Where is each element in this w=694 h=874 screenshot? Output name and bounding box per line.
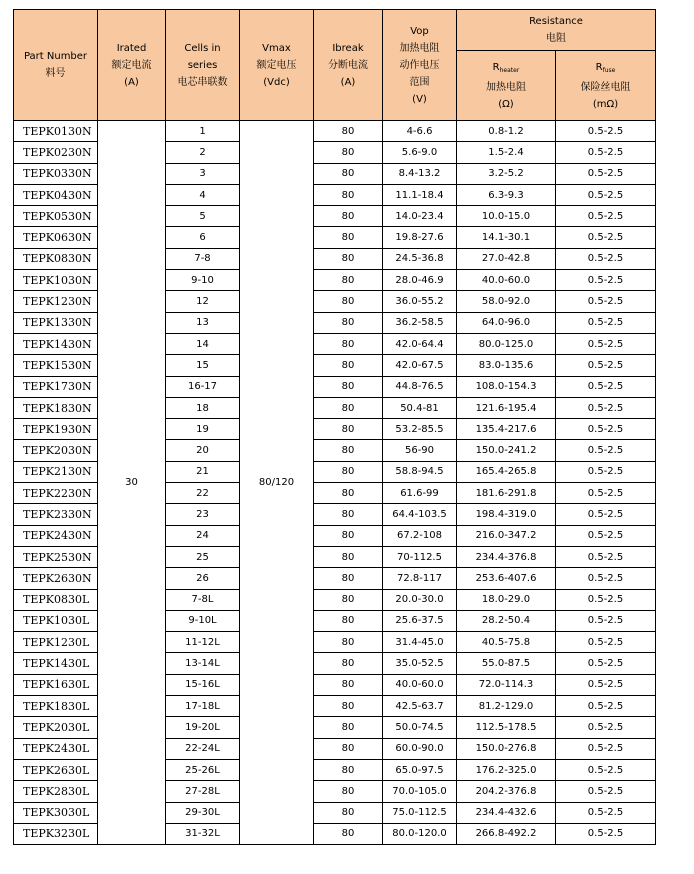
part-number-cell: TEPK2630L <box>14 759 98 780</box>
vop-cell: 14.0-23.4 <box>383 206 457 227</box>
part-number-cell: TEPK0430N <box>14 184 98 205</box>
cells-cell: 15 <box>166 355 240 376</box>
ibreak-cell: 80 <box>314 696 383 717</box>
part-number-cell: TEPK0830L <box>14 589 98 610</box>
ibreak-cell: 80 <box>314 632 383 653</box>
ibreak-cell: 80 <box>314 419 383 440</box>
rheater-cell: 108.0-154.3 <box>457 376 556 397</box>
ibreak-cell: 80 <box>314 483 383 504</box>
part-number-cell: TEPK2030N <box>14 440 98 461</box>
part-number-cell: TEPK2330N <box>14 504 98 525</box>
vop-cell: 50.0-74.5 <box>383 717 457 738</box>
part-number-cell: TEPK1430N <box>14 333 98 354</box>
rfuse-cell: 0.5-2.5 <box>556 738 656 759</box>
rheater-cell: 80.0-125.0 <box>457 333 556 354</box>
rfuse-cell: 0.5-2.5 <box>556 270 656 291</box>
rheater-cell: 150.0-276.8 <box>457 738 556 759</box>
ibreak-cell: 80 <box>314 759 383 780</box>
ibreak-cell: 80 <box>314 546 383 567</box>
ibreak-cell: 80 <box>314 163 383 184</box>
cells-cell: 23 <box>166 504 240 525</box>
cells-cell: 13-14L <box>166 653 240 674</box>
rfuse-cell: 0.5-2.5 <box>556 546 656 567</box>
cells-cell: 31-32L <box>166 823 240 844</box>
rheater-cell: 198.4-319.0 <box>457 504 556 525</box>
table-header <box>14 10 656 121</box>
vop-cell: 65.0-97.5 <box>383 759 457 780</box>
rheater-cell: 6.3-9.3 <box>457 184 556 205</box>
cells-cell: 16-17 <box>166 376 240 397</box>
ibreak-cell: 80 <box>314 206 383 227</box>
rheater-cell: 181.6-291.8 <box>457 483 556 504</box>
rheater-cell: 40.0-60.0 <box>457 270 556 291</box>
vop-cell: 70-112.5 <box>383 546 457 567</box>
cells-cell: 14 <box>166 333 240 354</box>
ibreak-cell: 80 <box>314 270 383 291</box>
vop-cell: 75.0-112.5 <box>383 802 457 823</box>
rfuse-cell: 0.5-2.5 <box>556 802 656 823</box>
vop-cell: 8.4-13.2 <box>383 163 457 184</box>
rfuse-cell: 0.5-2.5 <box>556 568 656 589</box>
vop-cell: 53.2-85.5 <box>383 419 457 440</box>
rfuse-cell: 0.5-2.5 <box>556 440 656 461</box>
ibreak-cell: 80 <box>314 781 383 802</box>
rheater-cell: 266.8-492.2 <box>457 823 556 844</box>
part-number-cell: TEPK1530N <box>14 355 98 376</box>
cells-cell: 3 <box>166 163 240 184</box>
part-number-cell: TEPK2230N <box>14 483 98 504</box>
part-number-cell: TEPK1830N <box>14 397 98 418</box>
rheater-cell: 135.4-217.6 <box>457 419 556 440</box>
vop-cell: 50.4-81 <box>383 397 457 418</box>
part-number-cell: TEPK3230L <box>14 823 98 844</box>
rfuse-cell: 0.5-2.5 <box>556 206 656 227</box>
part-number-cell: TEPK2130N <box>14 461 98 482</box>
rfuse-cell: 0.5-2.5 <box>556 121 656 142</box>
rheater-cell: 83.0-135.6 <box>457 355 556 376</box>
rfuse-cell: 0.5-2.5 <box>556 248 656 269</box>
ibreak-cell: 80 <box>314 525 383 546</box>
rfuse-cell: 0.5-2.5 <box>556 355 656 376</box>
vop-cell: 4-6.6 <box>383 121 457 142</box>
part-number-cell: TEPK2030L <box>14 717 98 738</box>
cells-cell: 9-10 <box>166 270 240 291</box>
vop-cell: 61.6-99 <box>383 483 457 504</box>
rfuse-cell: 0.5-2.5 <box>556 823 656 844</box>
rheater-cell: 234.4-376.8 <box>457 546 556 567</box>
part-number-cell: TEPK1730N <box>14 376 98 397</box>
rheater-cell: 216.0-347.2 <box>457 525 556 546</box>
rfuse-cell: 0.5-2.5 <box>556 397 656 418</box>
ibreak-cell: 80 <box>314 355 383 376</box>
rfuse-cell: 0.5-2.5 <box>556 312 656 333</box>
cells-cell: 15-16L <box>166 674 240 695</box>
rfuse-cell: 0.5-2.5 <box>556 589 656 610</box>
vop-cell: 56-90 <box>383 440 457 461</box>
rfuse-cell: 0.5-2.5 <box>556 674 656 695</box>
ibreak-cell: 80 <box>314 184 383 205</box>
part-number-cell: TEPK0830N <box>14 248 98 269</box>
rheater-cell: 64.0-96.0 <box>457 312 556 333</box>
cells-cell: 18 <box>166 397 240 418</box>
cells-cell: 9-10L <box>166 610 240 631</box>
vop-cell: 5.6-9.0 <box>383 142 457 163</box>
ibreak-cell: 80 <box>314 291 383 312</box>
part-number-cell: TEPK1930N <box>14 419 98 440</box>
rheater-cell: 58.0-92.0 <box>457 291 556 312</box>
rfuse-cell: 0.5-2.5 <box>556 781 656 802</box>
cells-cell: 19 <box>166 419 240 440</box>
ibreak-cell: 80 <box>314 312 383 333</box>
header-irated: Irated 额定电流 (A) <box>98 10 166 121</box>
rfuse-cell: 0.5-2.5 <box>556 632 656 653</box>
part-number-cell: TEPK1430L <box>14 653 98 674</box>
part-number-cell: TEPK0230N <box>14 142 98 163</box>
header-ibreak: Ibreak 分断电流 (A) <box>314 10 383 121</box>
vop-cell: 67.2-108 <box>383 525 457 546</box>
vop-cell: 11.1-18.4 <box>383 184 457 205</box>
ibreak-cell: 80 <box>314 397 383 418</box>
part-number-cell: TEPK1830L <box>14 696 98 717</box>
cells-cell: 5 <box>166 206 240 227</box>
rheater-cell: 27.0-42.8 <box>457 248 556 269</box>
rfuse-cell: 0.5-2.5 <box>556 696 656 717</box>
cells-cell: 22-24L <box>166 738 240 759</box>
ibreak-cell: 80 <box>314 717 383 738</box>
rheater-cell: 204.2-376.8 <box>457 781 556 802</box>
vop-cell: 42.0-67.5 <box>383 355 457 376</box>
rfuse-cell: 0.5-2.5 <box>556 419 656 440</box>
cells-cell: 27-28L <box>166 781 240 802</box>
part-number-cell: TEPK2430L <box>14 738 98 759</box>
ibreak-cell: 80 <box>314 674 383 695</box>
rfuse-cell: 0.5-2.5 <box>556 610 656 631</box>
part-number-cell: TEPK2630N <box>14 568 98 589</box>
vop-cell: 28.0-46.9 <box>383 270 457 291</box>
part-number-cell: TEPK1330N <box>14 312 98 333</box>
vop-cell: 44.8-76.5 <box>383 376 457 397</box>
header-cells-in-series: Cells in series 电芯串联数 <box>166 10 240 121</box>
ibreak-cell: 80 <box>314 227 383 248</box>
cells-cell: 19-20L <box>166 717 240 738</box>
ibreak-cell: 80 <box>314 610 383 631</box>
vop-cell: 25.6-37.5 <box>383 610 457 631</box>
cells-cell: 2 <box>166 142 240 163</box>
rfuse-cell: 0.5-2.5 <box>556 376 656 397</box>
header-part-number: Part Number 料号 <box>14 10 98 121</box>
rheater-cell: 55.0-87.5 <box>457 653 556 674</box>
vop-cell: 19.8-27.6 <box>383 227 457 248</box>
part-number-cell: TEPK1030N <box>14 270 98 291</box>
ibreak-cell: 80 <box>314 440 383 461</box>
rheater-cell: 72.0-114.3 <box>457 674 556 695</box>
vop-cell: 31.4-45.0 <box>383 632 457 653</box>
rheater-cell: 234.4-432.6 <box>457 802 556 823</box>
vop-cell: 58.8-94.5 <box>383 461 457 482</box>
rfuse-cell: 0.5-2.5 <box>556 461 656 482</box>
part-number-cell: TEPK0630N <box>14 227 98 248</box>
part-number-cell: TEPK1230N <box>14 291 98 312</box>
cells-cell: 7-8 <box>166 248 240 269</box>
header-rheater: $R_{heater}$ 加热电阻 (Ω) <box>457 51 556 121</box>
vmax-value-cell: 80/120 <box>240 121 314 845</box>
ibreak-cell: 80 <box>314 802 383 823</box>
cells-cell: 1 <box>166 121 240 142</box>
rheater-cell: 10.0-15.0 <box>457 206 556 227</box>
vop-cell: 24.5-36.8 <box>383 248 457 269</box>
rfuse-cell: 0.5-2.5 <box>556 142 656 163</box>
header-vop: Vop 加热电阻 动作电压 范围 (V) <box>383 10 457 121</box>
cells-cell: 24 <box>166 525 240 546</box>
vop-cell: 60.0-90.0 <box>383 738 457 759</box>
spec-table <box>13 9 656 845</box>
part-number-cell: TEPK1630L <box>14 674 98 695</box>
part-number-cell: TEPK2430N <box>14 525 98 546</box>
cells-cell: 29-30L <box>166 802 240 823</box>
rfuse-cell: 0.5-2.5 <box>556 759 656 780</box>
rfuse-cell: 0.5-2.5 <box>556 653 656 674</box>
vop-cell: 36.0-55.2 <box>383 291 457 312</box>
rheater-cell: 14.1-30.1 <box>457 227 556 248</box>
ibreak-cell: 80 <box>314 738 383 759</box>
vop-cell: 36.2-58.5 <box>383 312 457 333</box>
cells-cell: 25 <box>166 546 240 567</box>
part-number-cell: TEPK1030L <box>14 610 98 631</box>
vop-cell: 70.0-105.0 <box>383 781 457 802</box>
cells-cell: 17-18L <box>166 696 240 717</box>
part-number-cell: TEPK0130N <box>14 121 98 142</box>
cells-cell: 12 <box>166 291 240 312</box>
ibreak-cell: 80 <box>314 121 383 142</box>
ibreak-cell: 80 <box>314 589 383 610</box>
rfuse-cell: 0.5-2.5 <box>556 717 656 738</box>
vop-cell: 80.0-120.0 <box>383 823 457 844</box>
rheater-cell: 176.2-325.0 <box>457 759 556 780</box>
header-resistance: Resistance 电阻 <box>457 10 656 51</box>
cells-cell: 11-12L <box>166 632 240 653</box>
ibreak-cell: 80 <box>314 376 383 397</box>
rheater-cell: 18.0-29.0 <box>457 589 556 610</box>
cells-cell: 4 <box>166 184 240 205</box>
cells-cell: 26 <box>166 568 240 589</box>
rheater-cell: 3.2-5.2 <box>457 163 556 184</box>
rheater-cell: 121.6-195.4 <box>457 397 556 418</box>
rheater-cell: 150.0-241.2 <box>457 440 556 461</box>
ibreak-cell: 80 <box>314 653 383 674</box>
cells-cell: 6 <box>166 227 240 248</box>
ibreak-cell: 80 <box>314 461 383 482</box>
part-number-cell: TEPK2530N <box>14 546 98 567</box>
part-number-cell: TEPK0530N <box>14 206 98 227</box>
vop-cell: 42.5-63.7 <box>383 696 457 717</box>
rfuse-cell: 0.5-2.5 <box>556 291 656 312</box>
cells-cell: 7-8L <box>166 589 240 610</box>
part-number-cell: TEPK1230L <box>14 632 98 653</box>
rheater-cell: 1.5-2.4 <box>457 142 556 163</box>
rheater-cell: 0.8-1.2 <box>457 121 556 142</box>
rheater-cell: 165.4-265.8 <box>457 461 556 482</box>
rfuse-cell: 0.5-2.5 <box>556 184 656 205</box>
vop-cell: 40.0-60.0 <box>383 674 457 695</box>
vop-cell: 64.4-103.5 <box>383 504 457 525</box>
ibreak-cell: 80 <box>314 248 383 269</box>
header-rfuse: $R_{fuse}$ 保险丝电阻 (mΩ) <box>556 51 656 121</box>
part-number-cell: TEPK0330N <box>14 163 98 184</box>
rfuse-cell: 0.5-2.5 <box>556 163 656 184</box>
rfuse-cell: 0.5-2.5 <box>556 525 656 546</box>
rheater-cell: 28.2-50.4 <box>457 610 556 631</box>
table-body <box>14 121 656 845</box>
part-number-cell: TEPK3030L <box>14 802 98 823</box>
cells-cell: 21 <box>166 461 240 482</box>
rfuse-cell: 0.5-2.5 <box>556 483 656 504</box>
cells-cell: 22 <box>166 483 240 504</box>
ibreak-cell: 80 <box>314 823 383 844</box>
vop-cell: 20.0-30.0 <box>383 589 457 610</box>
rheater-cell: 81.2-129.0 <box>457 696 556 717</box>
rfuse-cell: 0.5-2.5 <box>556 333 656 354</box>
cells-cell: 20 <box>166 440 240 461</box>
rheater-cell: 40.5-75.8 <box>457 632 556 653</box>
ibreak-cell: 80 <box>314 504 383 525</box>
rheater-cell: 112.5-178.5 <box>457 717 556 738</box>
cells-cell: 25-26L <box>166 759 240 780</box>
irated-value-cell: 30 <box>98 121 166 845</box>
vop-cell: 35.0-52.5 <box>383 653 457 674</box>
vop-cell: 72.8-117 <box>383 568 457 589</box>
rfuse-cell: 0.5-2.5 <box>556 504 656 525</box>
rfuse-cell: 0.5-2.5 <box>556 227 656 248</box>
rheater-cell: 253.6-407.6 <box>457 568 556 589</box>
cells-cell: 13 <box>166 312 240 333</box>
ibreak-cell: 80 <box>314 568 383 589</box>
header-vmax: Vmax 额定电压 (Vdc) <box>240 10 314 121</box>
ibreak-cell: 80 <box>314 333 383 354</box>
part-number-cell: TEPK2830L <box>14 781 98 802</box>
ibreak-cell: 80 <box>314 142 383 163</box>
vop-cell: 42.0-64.4 <box>383 333 457 354</box>
table-row <box>14 121 656 142</box>
